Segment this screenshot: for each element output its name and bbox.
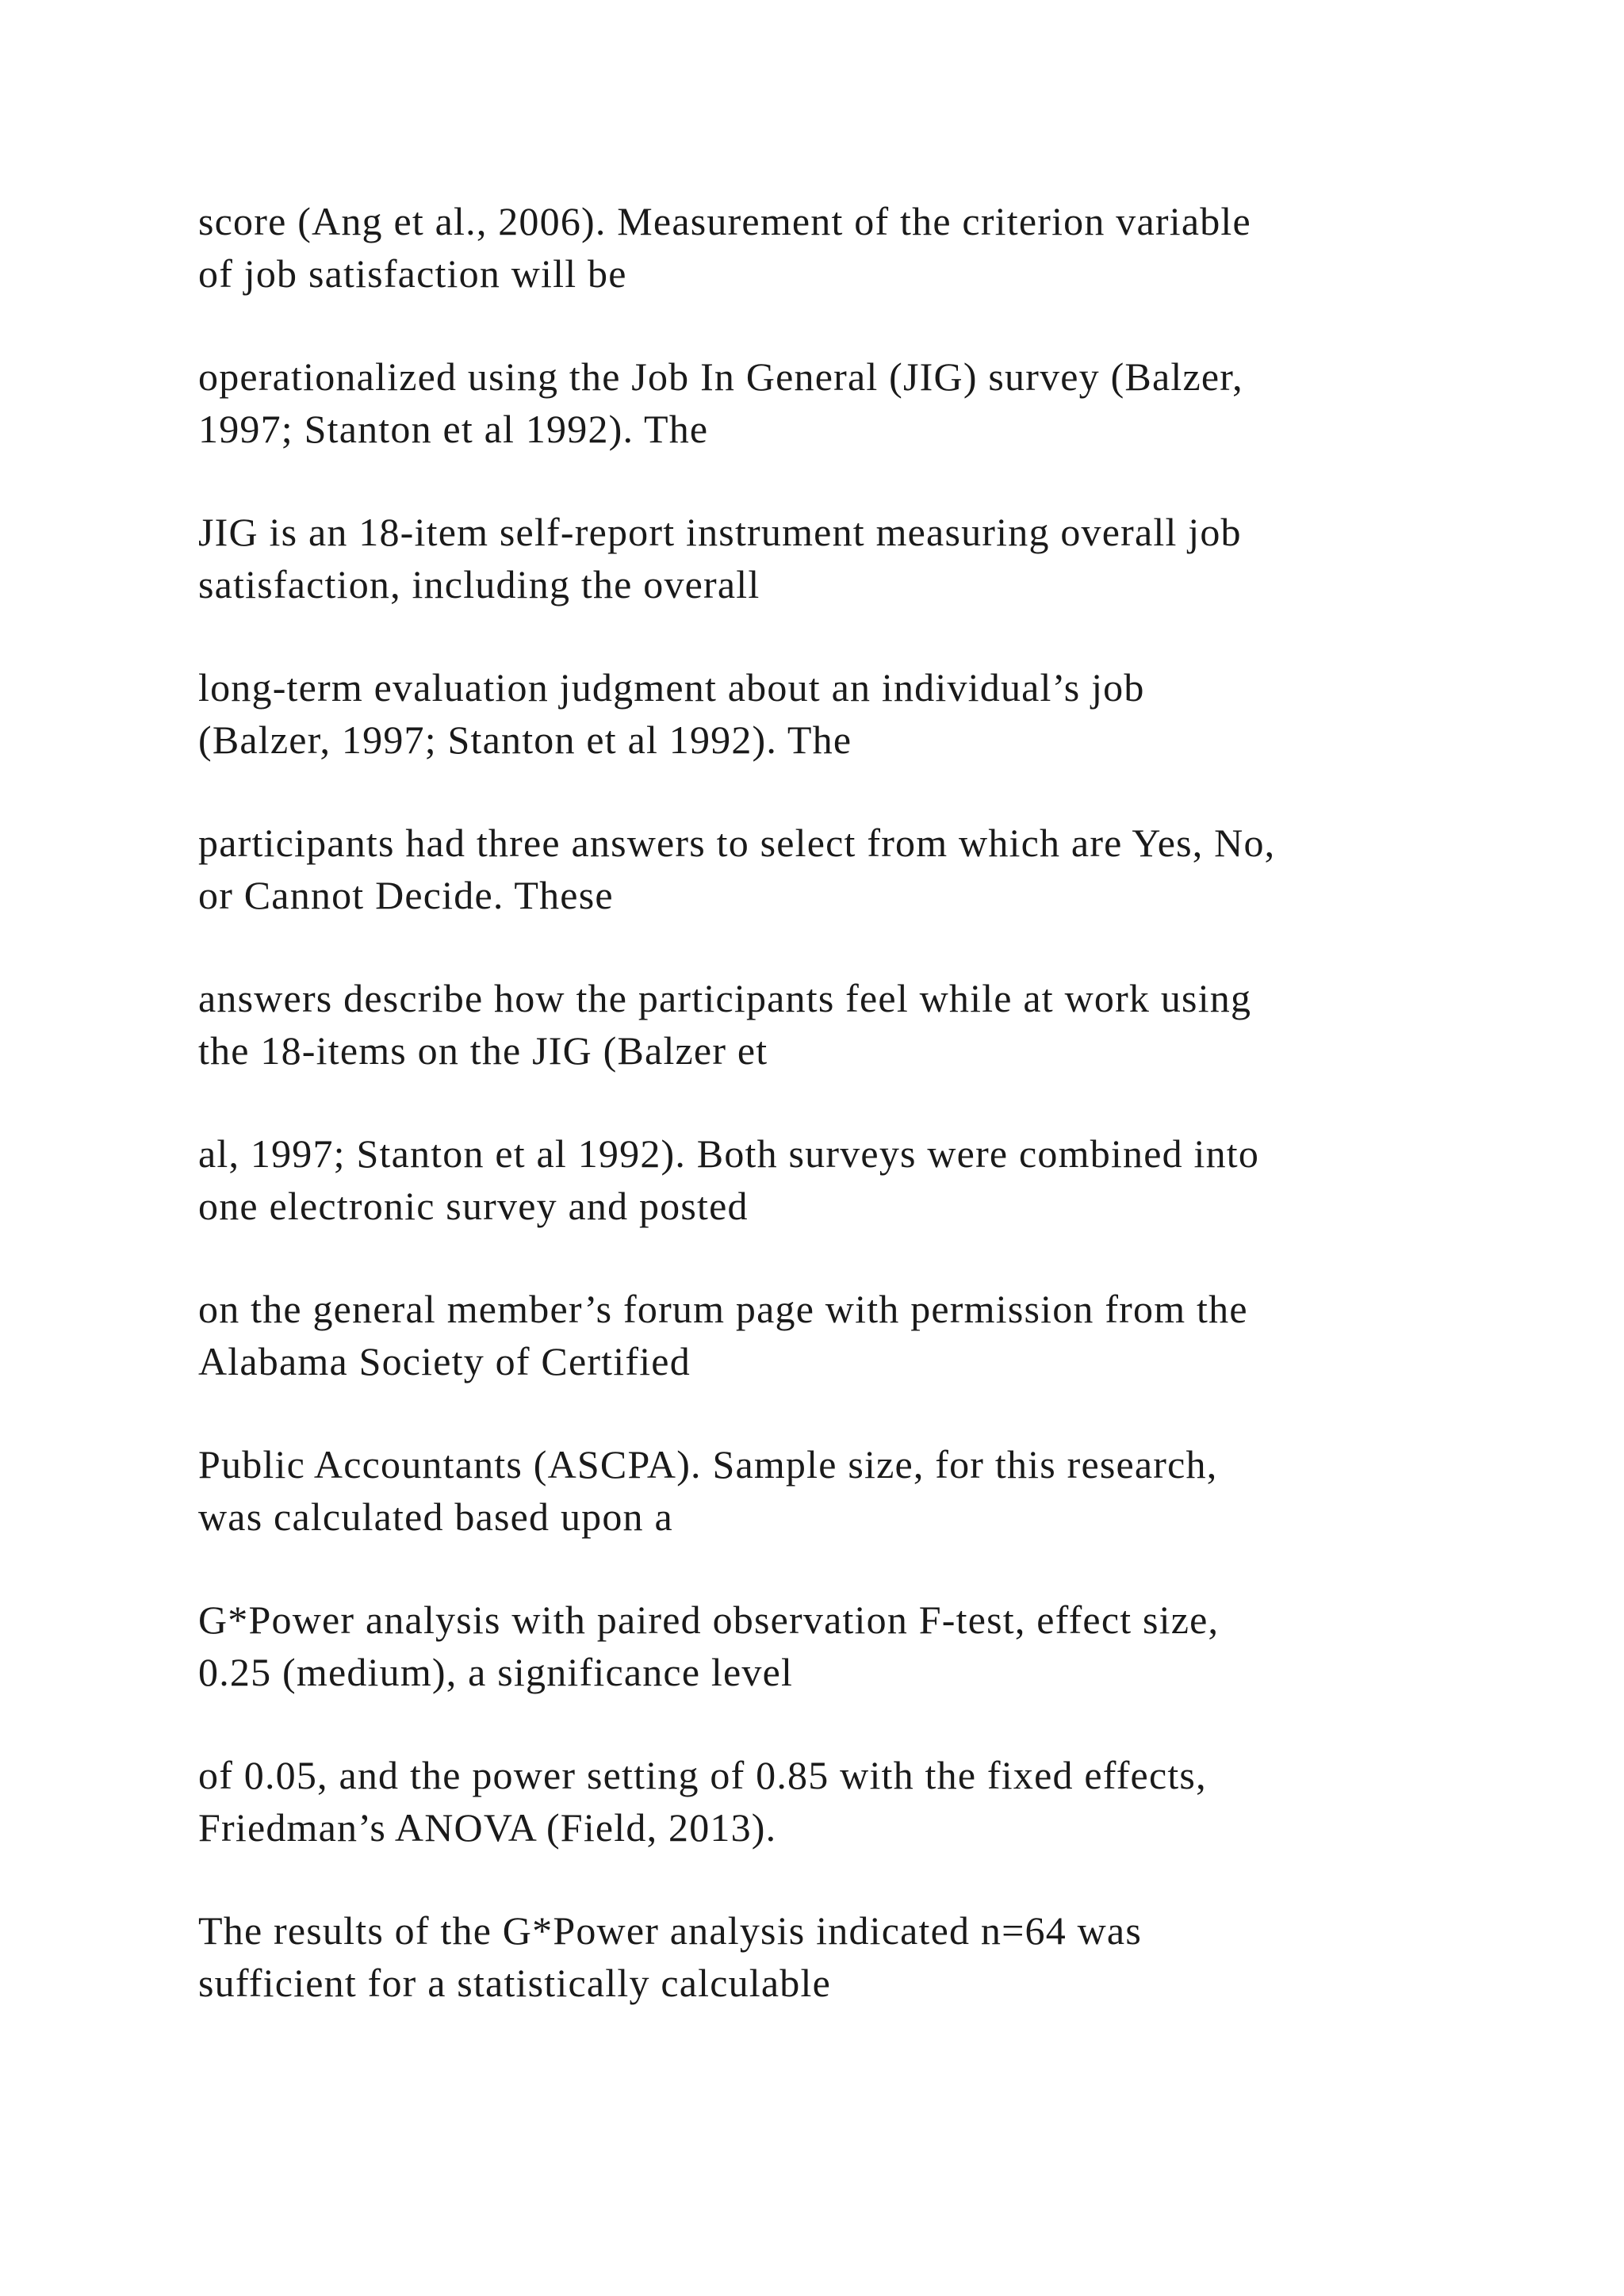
text-line: The results of the G*Power analysis indicated n=64 was <box>198 1908 1142 1953</box>
text-line: score (Ang et al., 2006). Measurement of the criterion variable <box>198 199 1251 243</box>
text-line: of job satisfaction will be <box>198 251 627 296</box>
text-line: al, 1997; Stanton et al 1992). Both surveys were combined into <box>198 1131 1260 1176</box>
text-line: long-term evaluation judgment about an individual’s job <box>198 665 1145 710</box>
text-line: Friedman’s ANOVA (Field, 2013). <box>198 1805 777 1850</box>
paragraph <box>198 350 1499 455</box>
document-body <box>198 195 1499 2060</box>
paragraph <box>198 1127 1499 1232</box>
paragraph <box>198 817 1499 921</box>
paragraph <box>198 1594 1499 1698</box>
text-line: Public Accountants (ASCPA). Sample size, for this research, <box>198 1442 1218 1487</box>
text-line: on the general member’s forum page with permission from the <box>198 1287 1248 1331</box>
text-line: G*Power analysis with paired observation F-test, effect size, <box>198 1598 1220 1642</box>
text-line: satisfaction, including the overall <box>198 562 760 607</box>
text-line: (Balzer, 1997; Stanton et al 1992). The <box>198 718 852 762</box>
text-line: operationalized using the Job In General (JIG) survey (Balzer, <box>198 354 1243 399</box>
paragraph <box>198 661 1499 766</box>
paragraph <box>198 506 1499 610</box>
text-line: Alabama Society of Certified <box>198 1339 691 1383</box>
text-line: was calculated based upon a <box>198 1494 673 1539</box>
text-line: sufficient for a statistically calculable <box>198 1961 831 2005</box>
text-line: participants had three answers to select from which are Yes, No, <box>198 821 1276 865</box>
paragraph <box>198 1438 1499 1543</box>
paragraph <box>198 1749 1499 1854</box>
paragraph <box>198 1283 1499 1387</box>
text-line: answers describe how the participants feel while at work using <box>198 976 1252 1020</box>
text-line: or Cannot Decide. These <box>198 873 614 917</box>
text-line: JIG is an 18-item self-report instrument measuring overall job <box>198 510 1242 554</box>
text-line: one electronic survey and posted <box>198 1184 749 1228</box>
text-line: 0.25 (medium), a significance level <box>198 1650 794 1694</box>
paragraph <box>198 195 1499 300</box>
text-line: the 18-items on the JIG (Balzer et <box>198 1028 768 1073</box>
text-line: 1997; Stanton et al 1992). The <box>198 407 709 451</box>
paragraph <box>198 972 1499 1077</box>
paragraph <box>198 1904 1499 2009</box>
text-line: of 0.05, and the power setting of 0.85 with the fixed effects, <box>198 1753 1207 1797</box>
